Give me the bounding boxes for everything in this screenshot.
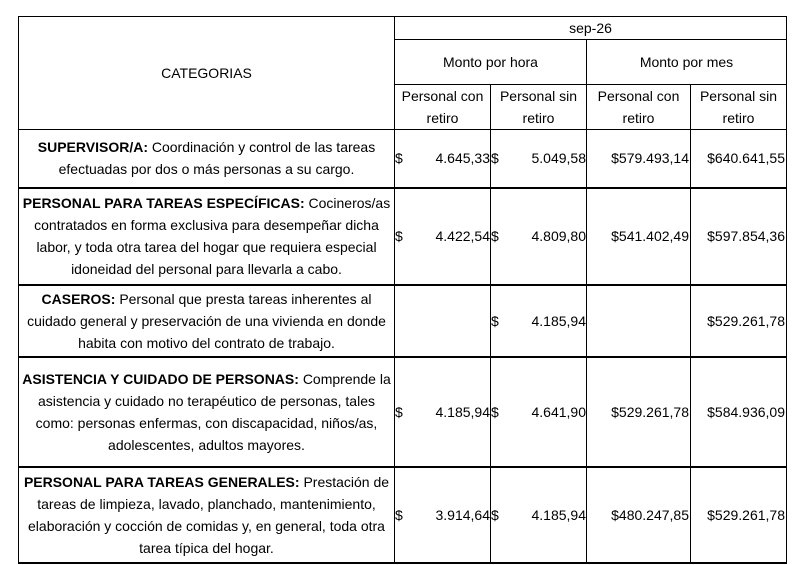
hora-con-retiro-cell: [395, 285, 491, 357]
mes-sin-retiro-cell: $597.854,36: [691, 188, 787, 285]
categorias-header: CATEGORIAS: [19, 17, 395, 130]
hora-sin-retiro-cell: $ 4.641,90: [491, 357, 587, 467]
hora-sin-retiro-cell: $ 4.809,80: [491, 188, 587, 285]
mes-con-retiro-cell: $480.247,85: [587, 467, 691, 563]
mes-con-retiro-cell: [587, 285, 691, 357]
hora-sin-retiro-header: Personal sin retiro: [491, 85, 587, 130]
hora-sin-retiro-cell: $ 5.049,58: [491, 130, 587, 188]
mes-sin-retiro-cell: $640.641,55: [691, 130, 787, 188]
period-header: sep-26: [395, 17, 787, 40]
category-description: CASEROS: Personal que presta tareas inherentes al cuidado general y preservación de una vivienda en donde habita con motivo del contrato de trabajo.: [19, 285, 395, 357]
category-title: PERSONAL PARA TAREAS ESPECÍFICAS:: [22, 195, 305, 211]
mes-con-retiro-cell: $541.402,49: [587, 188, 691, 285]
table-row: [19, 130, 787, 188]
table-row: [19, 285, 787, 357]
wage-table: [18, 16, 787, 564]
mes-sin-retiro-cell: $529.261,78: [691, 285, 787, 357]
mes-sin-retiro-header: Personal sin retiro: [691, 85, 787, 130]
table-row: [19, 357, 787, 467]
mes-con-retiro-cell: $529.261,78: [587, 357, 691, 467]
monto-por-mes-header: Monto por mes: [587, 40, 787, 85]
category-description: SUPERVISOR/A: Coordinación y control de las tareas efectuadas por dos o más personas a su cargo.: [19, 130, 395, 188]
category-description: PERSONAL PARA TAREAS ESPECÍFICAS: Cocineros/as contratados en forma exclusiva para desempeñar dicha labor, y toda otra tarea del hogar que requiera especial idoneidad del personal para llevarla a cabo.: [19, 188, 395, 285]
hora-sin-retiro-cell: $ 4.185,94: [491, 285, 587, 357]
hora-con-retiro-cell: $ 4.645,33: [395, 130, 491, 188]
monto-por-hora-header: Monto por hora: [395, 40, 587, 85]
mes-sin-retiro-cell: $584.936,09: [691, 357, 787, 467]
table-row: [19, 188, 787, 285]
category-title: PERSONAL PARA TAREAS GENERALES:: [23, 473, 300, 490]
category-description: ASISTENCIA Y CUIDADO DE PERSONAS: Comprende la asistencia y cuidado no terapéutico de personas, tales como: personas enfermas, con discapacidad, niños/as, adolescentes, adultos mayores.: [19, 357, 395, 467]
mes-con-retiro-header: Personal con retiro: [587, 85, 691, 130]
category-title: ASISTENCIA Y CUIDADO DE PERSONAS:: [22, 370, 299, 387]
category-title: SUPERVISOR/A:: [37, 139, 148, 156]
mes-con-retiro-cell: $579.493,14: [587, 130, 691, 188]
hora-con-retiro-cell: $ 3.914,64: [395, 467, 491, 563]
hora-con-retiro-cell: $ 4.185,94: [395, 357, 491, 467]
mes-sin-retiro-cell: $529.261,78: [691, 467, 787, 563]
category-description: PERSONAL PARA TAREAS GENERALES: Prestación de tareas de limpieza, lavado, planchado, mantenimiento, elaboración y cocción de comidas y, en general, toda otra tarea típica del hogar.: [19, 467, 395, 563]
table-row: [19, 467, 787, 563]
hora-con-retiro-cell: $ 4.422,54: [395, 188, 491, 285]
hora-con-retiro-header: Personal con retiro: [395, 85, 491, 130]
category-title: CASEROS:: [41, 290, 116, 307]
hora-sin-retiro-cell: $ 4.185,94: [491, 467, 587, 563]
